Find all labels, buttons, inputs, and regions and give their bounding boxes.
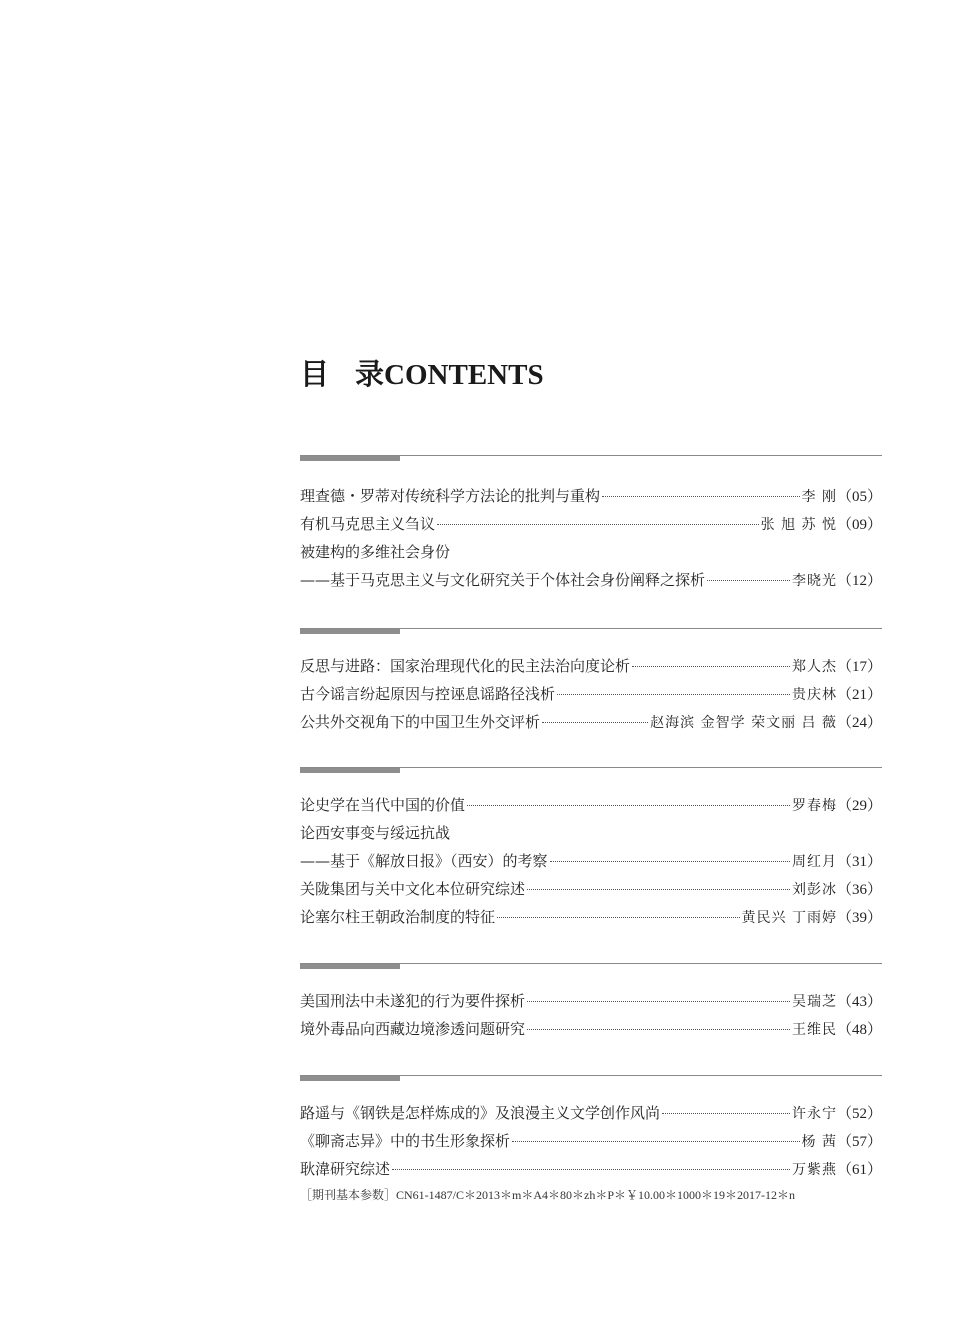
- toc-entry[interactable]: [300, 1015, 882, 1043]
- entry-page: （36）: [836, 882, 882, 898]
- journal-parameters: ［期刊基本参数］CN61-1487/C＊2013＊m＊A4＊80＊zh＊P＊￥10.00＊1000＊19＊2017-12＊n: [300, 1188, 796, 1202]
- entry-author: 张 旭 苏 悦: [760, 517, 837, 533]
- toc-entry[interactable]: [300, 680, 882, 708]
- entry-author: 万紫燕: [791, 1162, 837, 1178]
- entry-author: 贵庆林: [791, 687, 837, 703]
- entry-page: （39）: [836, 910, 882, 926]
- entry-title: 《聊斋志异》中的书生形象探析: [300, 1132, 511, 1150]
- entry-page: （12）: [836, 573, 882, 589]
- entry-title: 美国刑法中未遂犯的行为要件探析: [300, 992, 526, 1010]
- entry-author: 许永宁: [791, 1106, 837, 1122]
- toc-entry[interactable]: [300, 903, 882, 931]
- toc-entry[interactable]: [300, 652, 882, 680]
- entry-title: 公共外交视角下的中国卫生外交评析: [300, 713, 541, 731]
- toc-entry[interactable]: [300, 566, 882, 594]
- entry-page: （43）: [836, 994, 882, 1010]
- entry-title: 古今谣言纷起原因与控诬息谣路径浅析: [300, 685, 556, 703]
- entry-subtitle: ——基于《解放日报》（西安）的考察: [300, 852, 548, 870]
- entry-page: （29）: [836, 798, 882, 814]
- dot-leader: [602, 495, 800, 497]
- dot-leader: [527, 1000, 790, 1002]
- toc-entry[interactable]: [300, 538, 882, 566]
- entry-subtitle: ——基于马克思主义与文化研究关于个体社会身份阐释之探析: [300, 571, 706, 589]
- title-en: CONTENTS: [384, 359, 544, 391]
- entry-title: 境外毒品向西藏边境渗透问题研究: [300, 1020, 526, 1038]
- entry-title: 论史学在当代中国的价值: [300, 796, 466, 814]
- section-divider: [300, 628, 882, 636]
- entry-title: 反思与进路：国家治理现代化的民主法治向度论析: [300, 657, 631, 675]
- entry-title: 耿湋研究综述: [300, 1160, 391, 1178]
- entry-title: 论塞尔柱王朝政治制度的特征: [300, 908, 496, 926]
- entry-author: 罗春梅: [791, 798, 837, 814]
- dot-leader: [527, 888, 790, 890]
- entry-author: 刘彭冰: [791, 882, 837, 898]
- toc-entry[interactable]: [300, 708, 882, 736]
- toc-section-2: [300, 628, 882, 736]
- entry-title: 论西安事变与绥远抗战: [300, 824, 451, 842]
- entry-author: 吴瑞芝: [791, 994, 837, 1010]
- entry-page: （61）: [836, 1162, 882, 1178]
- page-title: [300, 352, 544, 393]
- entry-page: （57）: [836, 1134, 882, 1150]
- dot-leader: [497, 916, 740, 918]
- entry-author: 郑人杰: [791, 659, 837, 675]
- entry-author: 赵海滨 金智学 荣文丽 吕 薇: [650, 715, 837, 731]
- dot-leader: [557, 693, 790, 695]
- dot-leader: [467, 804, 790, 806]
- entry-page: （52）: [836, 1106, 882, 1122]
- toc-entry[interactable]: [300, 1099, 882, 1127]
- section-divider: [300, 455, 882, 463]
- toc-section-5: [300, 1075, 882, 1183]
- toc-entry[interactable]: [300, 875, 882, 903]
- dot-leader: [662, 1112, 790, 1114]
- section-divider: [300, 767, 882, 775]
- dot-leader: [550, 860, 790, 862]
- entry-author: 黄民兴 丁雨婷: [741, 910, 837, 926]
- entry-page: （17）: [836, 659, 882, 675]
- toc-entry[interactable]: [300, 819, 882, 847]
- toc-entry[interactable]: [300, 847, 882, 875]
- dot-leader: [632, 665, 790, 667]
- toc-entry[interactable]: [300, 987, 882, 1015]
- title-cn-part2: 录: [355, 357, 385, 391]
- entry-page: （24）: [836, 715, 882, 731]
- section-divider: [300, 1075, 882, 1083]
- toc-section-4: [300, 963, 882, 1043]
- title-cn-part1: 目: [300, 357, 330, 391]
- entry-author: 王维民: [791, 1022, 837, 1038]
- entry-author: 李 刚: [801, 489, 837, 505]
- entry-page: （05）: [836, 489, 882, 505]
- dot-leader: [707, 579, 790, 581]
- section-divider: [300, 963, 882, 971]
- entry-author: 杨 茜: [801, 1134, 837, 1150]
- toc-section-1: [300, 455, 882, 594]
- entry-page: （31）: [836, 854, 882, 870]
- entry-title: 理查德・罗蒂对传统科学方法论的批判与重构: [300, 487, 601, 505]
- entry-title: 路遥与《钢铁是怎样炼成的》及浪漫主义文学创作风尚: [300, 1104, 661, 1122]
- entry-author: 周红月: [791, 854, 837, 870]
- entry-author: 李晓光: [791, 573, 837, 589]
- dot-leader: [512, 1140, 800, 1142]
- toc-section-3: [300, 767, 882, 931]
- dot-leader: [392, 1168, 790, 1170]
- dot-leader: [542, 721, 648, 723]
- entry-page: （09）: [836, 517, 882, 533]
- dot-leader: [527, 1028, 790, 1030]
- entry-title: 关陇集团与关中文化本位研究综述: [300, 880, 526, 898]
- toc-entry[interactable]: [300, 791, 882, 819]
- toc-entry[interactable]: [300, 482, 882, 510]
- dot-leader: [437, 523, 759, 525]
- toc-entry[interactable]: [300, 1155, 882, 1183]
- entry-page: （48）: [836, 1022, 882, 1038]
- toc-entry[interactable]: [300, 510, 882, 538]
- toc-entry[interactable]: [300, 1127, 882, 1155]
- entry-page: （21）: [836, 687, 882, 703]
- entry-title: 有机马克思主义刍议: [300, 515, 436, 533]
- entry-title: 被建构的多维社会身份: [300, 543, 451, 561]
